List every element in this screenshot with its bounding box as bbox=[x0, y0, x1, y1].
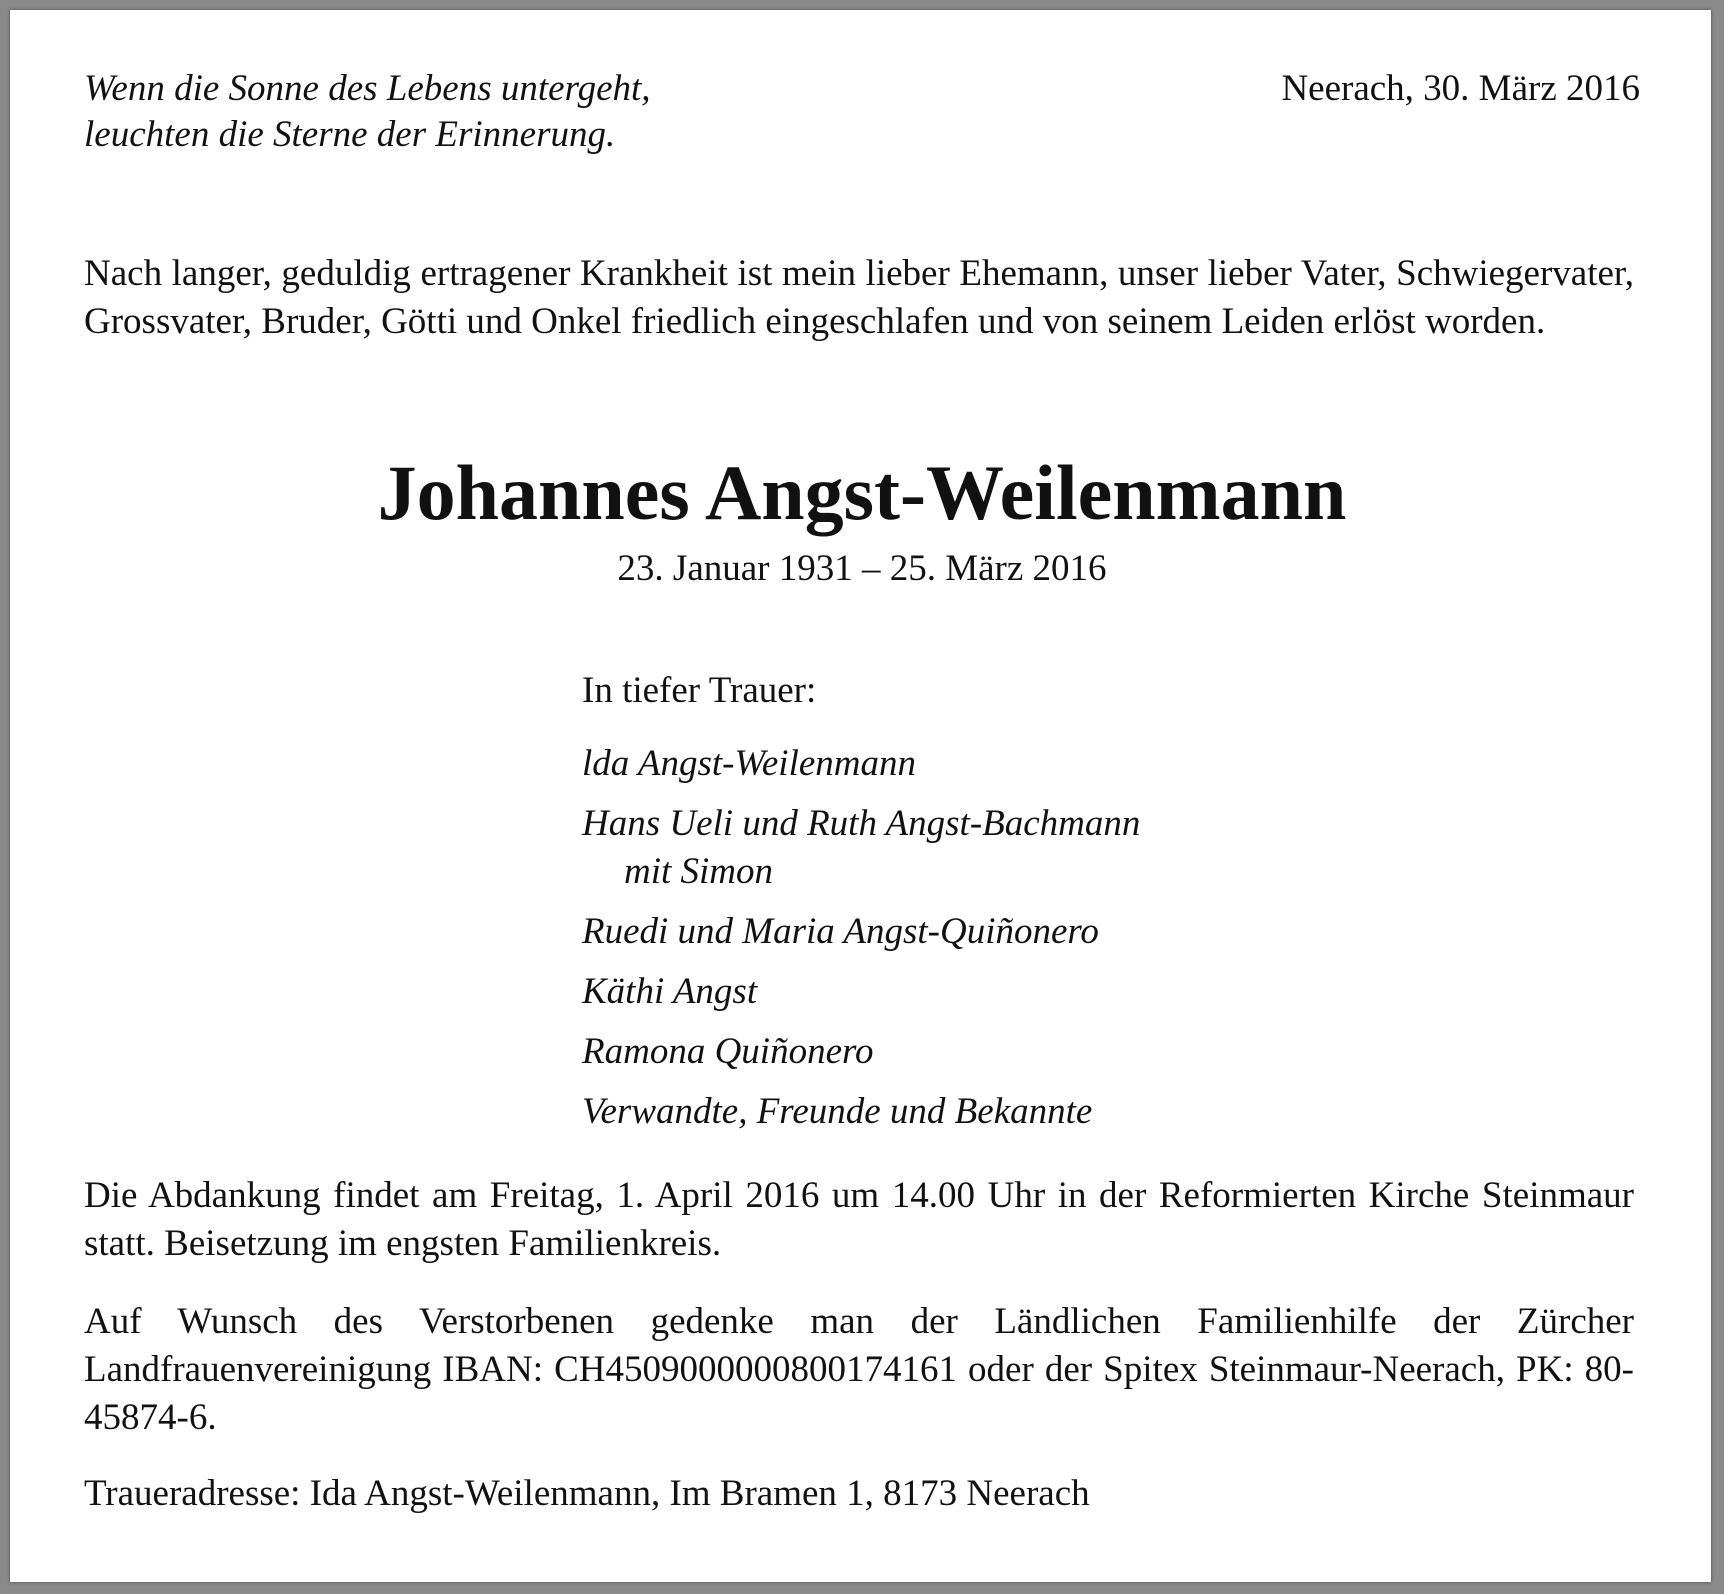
mourner-entry bbox=[582, 740, 1140, 788]
intro-paragraph: Nach langer, geduldig ertragener Krankheit ist mein lieber Ehemann, unser lieber Vater, Schwiegervater, Grossvater, Bruder, Götti und Onkel friedlich eingeschlafen und von seinem Leiden erlöst worden. bbox=[84, 253, 1634, 342]
mourner-name: Ruedi und Maria Angst-Quiñonero bbox=[582, 911, 1099, 952]
mourner-name: Ramona Quiñonero bbox=[582, 1031, 874, 1072]
deceased-name: Johannes Angst-Weilenmann bbox=[377, 449, 1347, 536]
mourner-entry bbox=[582, 1088, 1140, 1136]
mourner-entry bbox=[582, 968, 1140, 1016]
mourner-sub-line: mit Simon bbox=[624, 851, 774, 892]
place-and-date: Neerach, 30. März 2016 bbox=[1281, 68, 1640, 109]
mourner-entry bbox=[582, 1028, 1140, 1076]
funeral-notice: Die Abdankung findet am Freitag, 1. April 2016 um 14.00 Uhr in der Reformierten Kirche Steinmaur statt. Beisetzung im engsten Familienkreis. bbox=[84, 1175, 1634, 1264]
mourner-name: Hans Ueli und Ruth Angst-Bachmann bbox=[582, 803, 1141, 844]
mourning-address: Traueradresse: Ida Angst-Weilenmann, Im Bramen 1, 8173 Neerach bbox=[84, 1473, 1090, 1514]
mourning-label: In tiefer Trauer: bbox=[582, 670, 817, 711]
mourner-entry bbox=[582, 908, 1140, 956]
mourner-name: lda Angst-Weilenmann bbox=[582, 743, 917, 784]
mourner-name: Käthi Angst bbox=[582, 971, 758, 1012]
donation-notice: Auf Wunsch des Verstorbenen gedenke man der Ländlichen Familienhilfe der Zürcher Landfrauenvereinigung IBAN: CH4509000000800174161 oder der Spitex Steinmaur-Neerach, PK: 80-45874-6. bbox=[84, 1301, 1634, 1438]
life-dates: 23. Januar 1931 – 25. März 2016 bbox=[617, 548, 1107, 589]
memorial-motto bbox=[84, 66, 651, 158]
mourner-name: Verwandte, Freunde und Bekannte bbox=[582, 1091, 1093, 1132]
motto-line-1: Wenn die Sonne des Lebens untergeht, bbox=[84, 68, 651, 109]
motto-line-2: leuchten die Sterne der Erinnerung. bbox=[84, 114, 616, 155]
mourners-list bbox=[582, 740, 1140, 1148]
mourner-entry bbox=[582, 800, 1140, 896]
